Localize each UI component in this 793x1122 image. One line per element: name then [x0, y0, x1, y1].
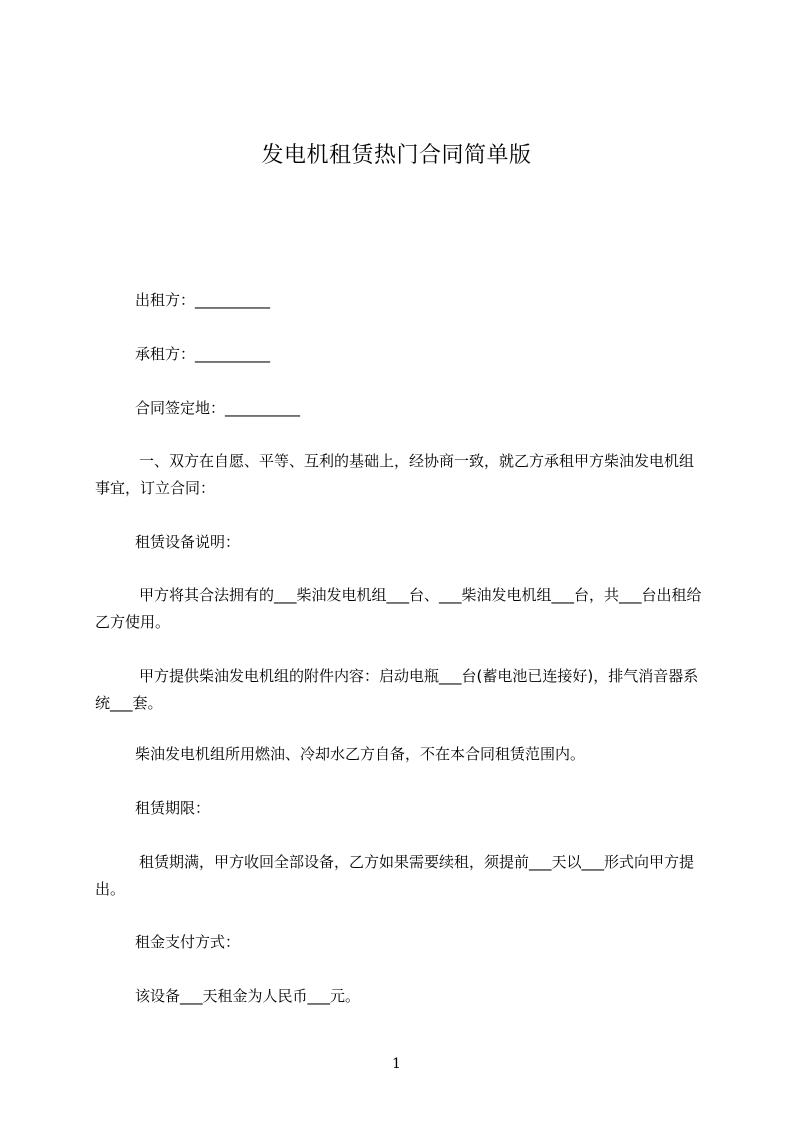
lease-renewal-paragraph: 租赁期满，甲方收回全部设备，乙方如果需要续租，须提前___天以___形式向甲方提出。 — [95, 853, 695, 898]
rent-amount-paragraph: 该设备___天租金为人民币___元。 — [135, 987, 361, 1005]
page-number: 1 — [392, 1056, 401, 1072]
accessories-paragraph: 甲方提供柴油发电机组的附件内容：启动电瓶___台(蓄电池已连接好)，排气消音器系统___套。 — [95, 667, 699, 712]
signing-place-line: 合同签定地：__________ — [135, 399, 301, 417]
equipment-quantity-paragraph: 甲方将其合法拥有的___柴油发电机组___台、___柴油发电机组___台，共___台出租给乙方使用。 — [95, 586, 702, 631]
lessee-line: 承租方：__________ — [135, 345, 271, 363]
equipment-description-heading: 租赁设备说明： — [135, 533, 241, 551]
lease-term-heading: 租赁期限： — [135, 799, 211, 817]
document-title: 发电机租赁热门合同简单版 — [261, 143, 532, 168]
fuel-coolant-paragraph: 柴油发电机组所用燃油、冷却水乙方自备，不在本合同租赁范围内。 — [135, 745, 586, 763]
clause-one-paragraph: 一、双方在自愿、平等、互利的基础上，经协商一致，就乙方承租甲方柴油发电机组事宜，订立合同： — [95, 452, 695, 497]
payment-method-heading: 租金支付方式： — [135, 933, 241, 951]
lessor-line: 出租方：__________ — [135, 291, 271, 309]
